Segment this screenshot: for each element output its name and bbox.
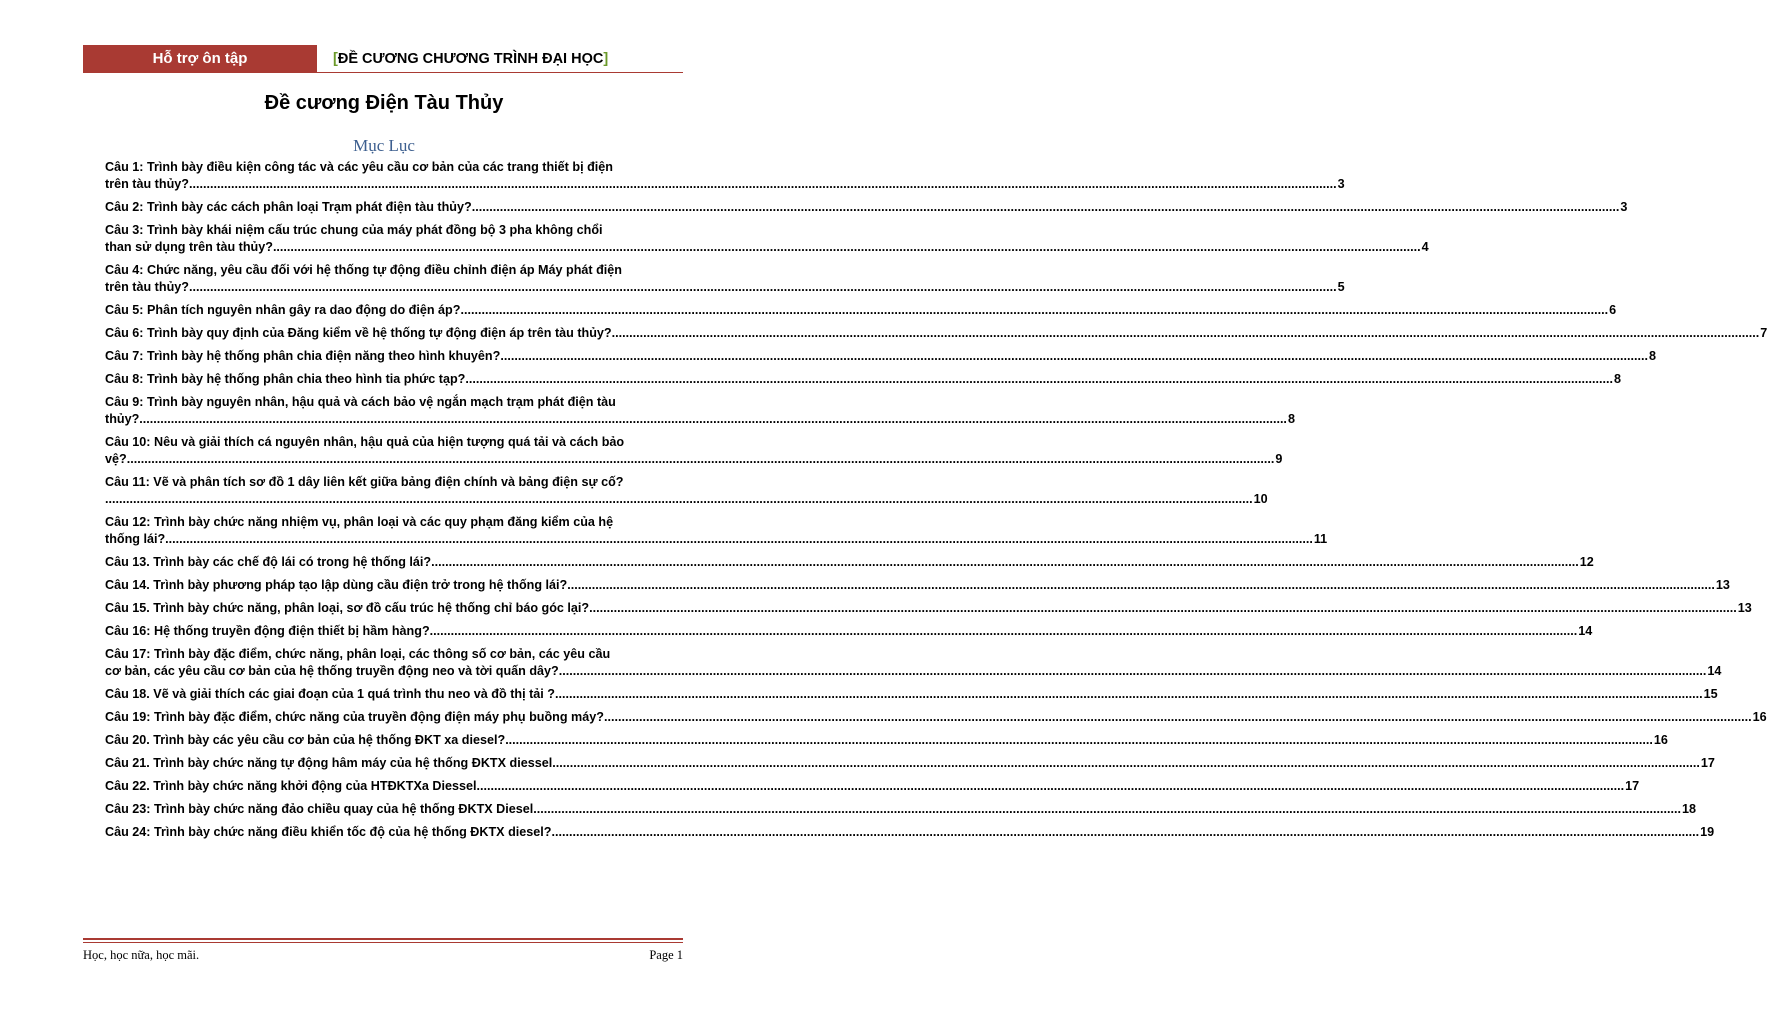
toc-dot-leader bbox=[505, 732, 1653, 749]
toc-entry-text: Câu 11: Vẽ và phân tích sơ đồ 1 dây liên kết giữa bảng điện chính và bảng điện sự cố? bbox=[105, 475, 624, 489]
toc-entry-text: Câu 13. Trình bày các chế độ lái có trong hệ thống lái? bbox=[105, 555, 432, 569]
footer-motto: Học, học nữa, học mãi. bbox=[83, 948, 200, 962]
toc-entry-line bbox=[105, 663, 1722, 680]
toc-entry[interactable] bbox=[105, 577, 1730, 594]
toc-entry[interactable] bbox=[105, 801, 1696, 818]
toc-entry-line bbox=[105, 325, 1767, 342]
toc-entry-text: Câu 6: Trình bày quy định của Đăng kiểm về hệ thống tự động điện áp trên tàu thủy? bbox=[105, 326, 612, 340]
toc-page-number: 14 bbox=[1578, 624, 1593, 638]
toc-entry-line bbox=[105, 279, 1345, 296]
toc-page-number: 8 bbox=[1287, 412, 1295, 426]
toc-entry[interactable] bbox=[105, 732, 1668, 749]
toc-page-number: 4 bbox=[1421, 240, 1429, 254]
toc-page-number: 14 bbox=[1707, 664, 1722, 678]
toc-entry-text: Câu 3: Trình bày khái niệm cấu trúc chung của máy phát đồng bộ 3 pha không chổi bbox=[105, 223, 603, 237]
toc-page-number: 3 bbox=[1337, 177, 1345, 191]
toc-page-number: 15 bbox=[1703, 687, 1718, 701]
toc-entry-text: thủy? bbox=[105, 412, 140, 426]
toc-page-number: 13 bbox=[1737, 601, 1752, 615]
toc-entry[interactable] bbox=[105, 394, 1295, 428]
toc-dot-leader bbox=[551, 824, 1699, 841]
toc-page-number: 16 bbox=[1752, 710, 1767, 724]
toc-entry-line bbox=[105, 451, 1283, 468]
toc-page-number: 13 bbox=[1715, 578, 1730, 592]
toc-entry-line bbox=[105, 474, 680, 491]
toc-entry[interactable] bbox=[105, 755, 1715, 772]
toc-entry-text: Câu 19: Trình bày đặc điểm, chức năng của truyền động điện máy phụ buồng máy? bbox=[105, 710, 604, 724]
toc-page-number: 11 bbox=[1313, 532, 1328, 546]
toc-entry[interactable] bbox=[105, 474, 1268, 508]
toc-entry[interactable] bbox=[105, 646, 1722, 680]
toc-page-number: 8 bbox=[1648, 349, 1656, 363]
toc-dot-leader bbox=[533, 801, 1681, 818]
toc-entry-line bbox=[105, 262, 680, 279]
toc-entry[interactable] bbox=[105, 159, 1345, 193]
toc-entry-line bbox=[105, 623, 1593, 640]
toc-dot-leader bbox=[472, 199, 1620, 216]
toc-entry-text: Câu 16: Hệ thống truyền động điện thiết bị hầm hàng? bbox=[105, 624, 430, 638]
toc-entry[interactable] bbox=[105, 623, 1593, 640]
toc-dot-leader bbox=[431, 554, 1579, 571]
toc-entry-line bbox=[105, 371, 1622, 388]
toc-dot-leader bbox=[127, 451, 1275, 468]
toc-entry-text: Câu 9: Trình bày nguyên nhân, hậu quả và cách bảo vệ ngắn mạch trạm phát điện tàu bbox=[105, 395, 616, 409]
toc-entry-line bbox=[105, 577, 1730, 594]
toc-entry[interactable] bbox=[105, 709, 1767, 726]
toc-entry[interactable] bbox=[105, 824, 1715, 841]
toc-entry-line bbox=[105, 646, 680, 663]
toc-entry-line bbox=[105, 514, 680, 531]
toc-dot-leader bbox=[165, 531, 1313, 548]
toc-entry[interactable] bbox=[105, 262, 1345, 296]
toc-dot-leader bbox=[559, 663, 1707, 680]
toc-page-number: 8 bbox=[1614, 372, 1622, 386]
toc-page-number: 16 bbox=[1653, 733, 1668, 747]
toc-entry-line bbox=[105, 778, 1640, 795]
header-title-text: ĐỀ CƯƠNG CHƯƠNG TRÌNH ĐẠI HỌC bbox=[337, 51, 604, 67]
toc-entry[interactable] bbox=[105, 348, 1656, 365]
toc-entry[interactable] bbox=[105, 434, 1283, 468]
toc-entry-text: Câu 15. Trình bày chức năng, phân loại, sơ đồ cấu trúc hệ thống chỉ báo góc lại? bbox=[105, 601, 590, 615]
toc-page-number: 12 bbox=[1579, 555, 1594, 569]
table-of-contents bbox=[105, 159, 1767, 847]
toc-entry-text: Câu 17: Trình bày đặc điểm, chức năng, phân loại, các thông số cơ bản, các yêu cầu bbox=[105, 647, 611, 661]
toc-entry-line bbox=[105, 434, 680, 451]
footer-rule bbox=[83, 938, 683, 943]
toc-entry-line bbox=[105, 159, 680, 176]
header-rule bbox=[317, 72, 683, 73]
toc-heading: Mục Lục bbox=[353, 136, 415, 155]
toc-entry-text: Câu 18. Vẽ và giải thích các giai đoạn của 1 quá trình thu neo và đồ thị tải ? bbox=[105, 687, 555, 701]
toc-entry-line bbox=[105, 600, 1752, 617]
toc-entry[interactable] bbox=[105, 199, 1628, 216]
toc-entry[interactable] bbox=[105, 325, 1767, 342]
toc-page-number: 6 bbox=[1609, 303, 1617, 317]
toc-entry-text: Câu 5: Phân tích nguyên nhân gây ra dao động do điện áp? bbox=[105, 303, 461, 317]
toc-dot-leader bbox=[476, 778, 1624, 795]
document-title: Đề cương Điện Tàu Thủy bbox=[264, 92, 504, 114]
toc-entry-line bbox=[105, 176, 1345, 193]
toc-entry-line bbox=[105, 411, 1295, 428]
toc-entry-text: cơ bản, các yêu cầu cơ bản của hệ thống truyền động neo và tời quấn dây? bbox=[105, 664, 559, 678]
toc-entry-text: Câu 12: Trình bày chức năng nhiệm vụ, phân loại và các quy phạm đăng kiểm của hệ bbox=[105, 515, 614, 529]
toc-entry-text: Câu 7: Trình bày hệ thống phân chia điện năng theo hình khuyên? bbox=[105, 349, 501, 363]
footer-page-number: Page 1 bbox=[649, 948, 683, 962]
toc-entry-text: than sử dụng trên tàu thủy? bbox=[105, 240, 273, 254]
toc-entry-line bbox=[105, 199, 1628, 216]
toc-entry-line bbox=[105, 709, 1767, 726]
toc-entry-line bbox=[105, 394, 680, 411]
toc-page-number: 18 bbox=[1681, 802, 1696, 816]
toc-page-number: 5 bbox=[1337, 280, 1345, 294]
toc-dot-leader bbox=[567, 577, 1715, 594]
toc-dot-leader bbox=[139, 411, 1287, 428]
toc-entry-line bbox=[105, 222, 680, 239]
toc-entry-line bbox=[105, 824, 1715, 841]
toc-entry-line bbox=[105, 686, 1718, 703]
page-header bbox=[83, 45, 683, 73]
toc-entry-line bbox=[105, 531, 1328, 548]
header-badge: Hỗ trợ ôn tập bbox=[83, 45, 317, 73]
toc-dot-leader bbox=[604, 709, 1752, 726]
toc-entry[interactable] bbox=[105, 778, 1640, 795]
toc-entry-text: Câu 2: Trình bày các cách phân loại Trạm phát điện tàu thủy? bbox=[105, 200, 472, 214]
toc-entry-text: Câu 21. Trình bày chức năng tự động hâm máy của hệ thống ĐKTX diessel bbox=[105, 756, 553, 770]
toc-entry-text: Câu 8: Trình bày hệ thống phân chia theo hình tia phức tạp? bbox=[105, 372, 466, 386]
toc-page-number: 19 bbox=[1700, 825, 1715, 839]
toc-entry-text: Câu 22. Trình bày chức năng khởi động của HTĐKTXa Diessel bbox=[105, 779, 477, 793]
toc-entry[interactable] bbox=[105, 554, 1594, 571]
toc-entry[interactable] bbox=[105, 222, 1429, 256]
toc-entry-line bbox=[105, 491, 1268, 508]
toc-page-number: 17 bbox=[1625, 779, 1640, 793]
toc-entry-line bbox=[105, 554, 1594, 571]
toc-entry-text: Câu 14. Trình bày phương pháp tạo lập dùng cầu điện trở trong hệ thống lái? bbox=[105, 578, 568, 592]
toc-dot-leader bbox=[500, 348, 1648, 365]
toc-page-number: 3 bbox=[1620, 200, 1628, 214]
toc-dot-leader bbox=[189, 279, 1337, 296]
toc-entry-text: Câu 1: Trình bày điều kiện công tác và các yêu cầu cơ bản của các trang thiết bị điện bbox=[105, 160, 613, 174]
toc-entry-text: Câu 24: Trình bày chức năng điều khiển tốc độ của hệ thống ĐKTX diesel? bbox=[105, 825, 552, 839]
toc-page-number: 10 bbox=[1253, 492, 1268, 506]
toc-entry-text: Câu 23: Trình bày chức năng đảo chiều quay của hệ thống ĐKTX Diesel bbox=[105, 802, 534, 816]
toc-dot-leader bbox=[465, 371, 1613, 388]
toc-dot-leader bbox=[589, 600, 1737, 617]
toc-dot-leader bbox=[273, 239, 1421, 256]
toc-entry-text: trên tàu thủy? bbox=[105, 177, 189, 191]
toc-page-number: 9 bbox=[1275, 452, 1283, 466]
header-title bbox=[333, 45, 608, 73]
header-bracket-open: [ bbox=[333, 51, 338, 67]
toc-entry-text: trên tàu thủy? bbox=[105, 280, 189, 294]
toc-dot-leader bbox=[189, 176, 1337, 193]
toc-dot-leader bbox=[552, 755, 1700, 772]
toc-entry[interactable] bbox=[105, 514, 1328, 548]
toc-entry[interactable] bbox=[105, 371, 1622, 388]
toc-entry-text: vệ? bbox=[105, 452, 127, 466]
toc-entry-line bbox=[105, 801, 1696, 818]
toc-entry[interactable] bbox=[105, 686, 1718, 703]
toc-page-number: 17 bbox=[1700, 756, 1715, 770]
page-footer bbox=[83, 938, 683, 963]
toc-entry-line bbox=[105, 755, 1715, 772]
toc-entry-text: Câu 10: Nêu và giải thích cá nguyên nhân, hậu quả của hiện tượng quá tải và cách bảo bbox=[105, 435, 625, 449]
toc-page-number: 7 bbox=[1760, 326, 1767, 340]
toc-entry-text: thống lái? bbox=[105, 532, 166, 546]
toc-entry-line bbox=[105, 732, 1668, 749]
toc-dot-leader bbox=[430, 623, 1578, 640]
header-bracket-close: ] bbox=[603, 51, 609, 67]
toc-entry-line bbox=[105, 348, 1656, 365]
toc-dot-leader bbox=[105, 491, 1253, 508]
toc-entry-line bbox=[105, 239, 1429, 256]
toc-entry-line bbox=[105, 302, 1617, 319]
toc-entry-text: Câu 20. Trình bày các yêu cầu cơ bản của hệ thống ĐKT xa diesel? bbox=[105, 733, 506, 747]
toc-dot-leader bbox=[612, 325, 1760, 342]
toc-dot-leader bbox=[460, 302, 1608, 319]
toc-entry-text: Câu 4: Chức năng, yêu cầu đối với hệ thống tự động điều chỉnh điện áp Máy phát điện bbox=[105, 263, 622, 277]
toc-dot-leader bbox=[555, 686, 1703, 703]
toc-entry[interactable] bbox=[105, 600, 1752, 617]
toc-entry[interactable] bbox=[105, 302, 1617, 319]
